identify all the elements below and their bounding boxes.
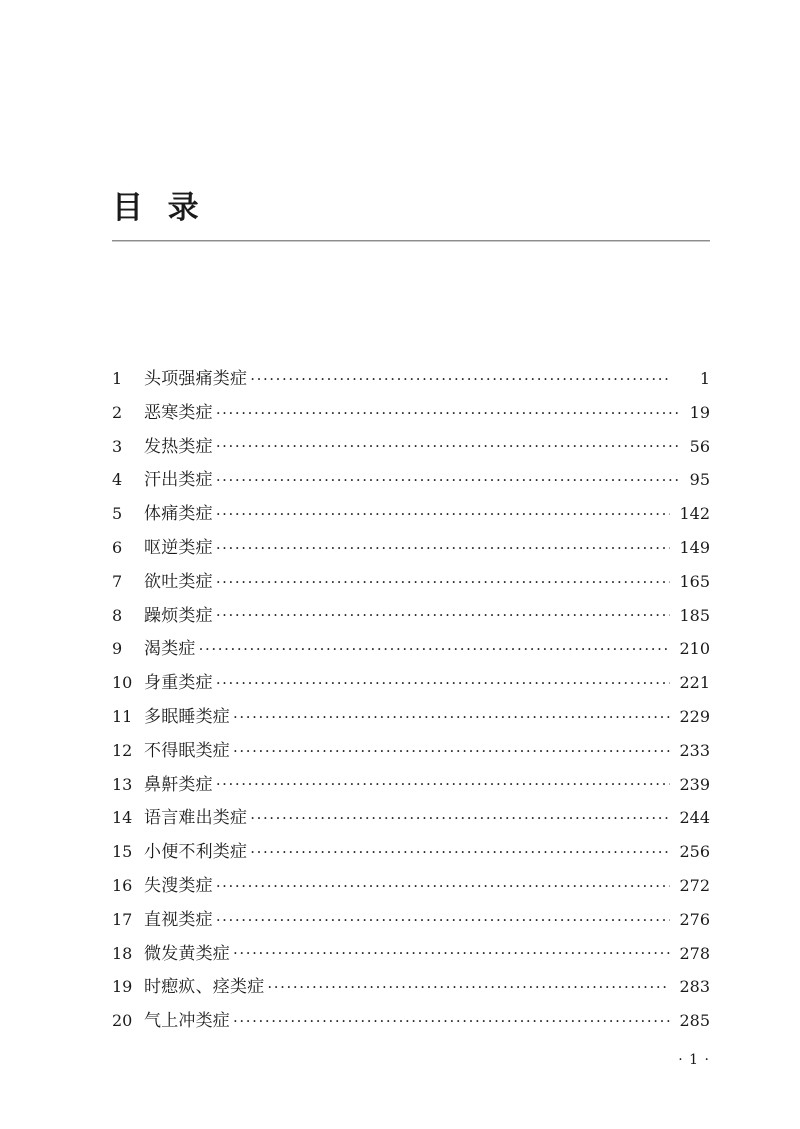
toc-entry-page-number: 95 <box>689 470 710 490</box>
toc-entry-number: 1 <box>112 369 123 388</box>
toc-leader-dots <box>216 774 671 794</box>
toc-entry-page-number: 233 <box>679 740 710 760</box>
toc-entry-title: 汗出类症 <box>144 470 213 491</box>
toc-entry-title: 发热类症 <box>144 436 213 457</box>
toc-entry-number: 8 <box>112 605 123 625</box>
toc-entry-page-number: 272 <box>679 875 710 895</box>
toc-entry-title: 欲吐类症 <box>144 571 213 592</box>
toc-leader-dots <box>233 943 670 963</box>
toc-entry-title: 鼻鼾类症 <box>144 774 213 795</box>
title-divider <box>112 240 710 242</box>
toc-entry-number: 5 <box>112 504 123 524</box>
toc-entry-number: 9 <box>112 639 123 659</box>
toc-entry-number: 4 <box>112 470 123 490</box>
toc-entry[interactable] <box>112 801 710 835</box>
toc-entry-page-number: 229 <box>679 706 710 726</box>
toc-entry-number: 6 <box>112 537 123 557</box>
toc-entry-page-number: 276 <box>679 909 710 929</box>
toc-entry-page-number: 278 <box>679 943 710 963</box>
toc-entry-number: 3 <box>112 436 123 456</box>
toc-entry-number: 10 <box>112 673 133 693</box>
toc-entry-page-number: 210 <box>679 639 710 659</box>
toc-leader-dots <box>250 842 670 862</box>
toc-entry-title: 渴类症 <box>144 639 196 660</box>
toc-entry-title: 时瘛疭、痉类症 <box>144 977 265 998</box>
toc-entry-title: 不得眠类症 <box>144 740 230 761</box>
toc-entry-page-number: 256 <box>679 842 710 862</box>
toc-entry-page-number: 1 <box>699 369 710 388</box>
toc-entry-title: 恶寒类症 <box>144 402 213 423</box>
toc-entry[interactable] <box>112 430 710 464</box>
page-number-footer: · 1 · <box>678 1052 710 1068</box>
toc-entry[interactable] <box>112 565 710 599</box>
toc-entry-number: 13 <box>112 774 133 794</box>
toc-entry[interactable] <box>112 362 710 396</box>
toc-entry-title: 多眠睡类症 <box>144 706 230 727</box>
toc-entry[interactable] <box>112 903 710 937</box>
toc-entry-page-number: 56 <box>689 436 710 456</box>
toc-leader-dots <box>199 639 671 659</box>
toc-entry-title: 直视类症 <box>144 909 213 930</box>
toc-leader-dots <box>216 876 671 896</box>
toc-leader-dots <box>216 572 671 592</box>
toc-entry-page-number: 149 <box>679 537 710 557</box>
toc-entry-title: 失溲类症 <box>144 875 213 896</box>
toc-leader-dots <box>216 538 671 558</box>
toc-entry[interactable] <box>112 768 710 802</box>
toc-leader-dots <box>233 741 670 761</box>
toc-entry[interactable] <box>112 700 710 734</box>
toc-leader-dots <box>250 808 670 828</box>
toc-entry-page-number: 221 <box>679 673 710 693</box>
toc-leader-dots <box>216 436 680 456</box>
toc-entry-number: 7 <box>112 571 123 591</box>
toc-entry-list <box>112 362 710 1038</box>
toc-entry-page-number: 244 <box>679 808 710 828</box>
toc-entry-title: 呕逆类症 <box>144 537 213 558</box>
toc-entry-page-number: 142 <box>679 504 710 524</box>
toc-leader-dots <box>267 977 670 997</box>
toc-leader-dots <box>216 504 671 524</box>
toc-entry-title: 小便不利类症 <box>144 842 248 863</box>
toc-entry[interactable] <box>112 937 710 971</box>
toc-leader-dots <box>216 470 680 490</box>
toc-entry-number: 14 <box>112 808 133 828</box>
toc-entry-page-number: 19 <box>689 402 710 422</box>
toc-entry-number: 17 <box>112 909 133 929</box>
toc-entry-title: 体痛类症 <box>144 504 213 525</box>
toc-entry[interactable] <box>112 970 710 1004</box>
toc-leader-dots <box>233 1011 670 1031</box>
toc-leader-dots <box>216 403 680 423</box>
toc-entry[interactable] <box>112 666 710 700</box>
toc-entry-number: 16 <box>112 875 133 895</box>
toc-entry-title: 躁烦类症 <box>144 605 213 626</box>
toc-entry-title: 语言难出类症 <box>144 808 248 829</box>
toc-leader-dots <box>250 369 671 389</box>
toc-entry-title: 身重类症 <box>144 673 213 694</box>
toc-entry-number: 12 <box>112 740 133 760</box>
toc-entry[interactable] <box>112 396 710 430</box>
toc-leader-dots <box>233 707 670 727</box>
toc-entry-page-number: 283 <box>679 977 710 997</box>
toc-entry-number: 2 <box>112 402 123 422</box>
toc-entry[interactable] <box>112 599 710 633</box>
toc-entry[interactable] <box>112 531 710 565</box>
toc-entry-title: 气上冲类症 <box>144 1011 230 1032</box>
toc-leader-dots <box>216 910 671 930</box>
toc-entry[interactable] <box>112 1004 710 1038</box>
toc-entry-page-number: 239 <box>679 774 710 794</box>
page-title: 目 录 <box>112 190 200 226</box>
toc-entry-number: 19 <box>112 977 133 997</box>
toc-entry-number: 18 <box>112 943 133 963</box>
toc-entry-page-number: 165 <box>679 571 710 591</box>
toc-entry[interactable] <box>112 632 710 666</box>
toc-entry-number: 20 <box>112 1011 133 1031</box>
toc-entry-number: 15 <box>112 842 133 862</box>
toc-entry[interactable] <box>112 734 710 768</box>
toc-entry-title: 微发黄类症 <box>144 943 230 964</box>
toc-entry[interactable] <box>112 463 710 497</box>
toc-entry-title: 头项强痛类症 <box>144 369 248 389</box>
toc-entry[interactable] <box>112 835 710 869</box>
toc-entry[interactable] <box>112 497 710 531</box>
toc-entry-number: 11 <box>112 706 133 726</box>
toc-leader-dots <box>216 605 671 625</box>
toc-entry-page-number: 285 <box>679 1011 710 1031</box>
toc-entry[interactable] <box>112 869 710 903</box>
toc-leader-dots <box>216 673 671 693</box>
toc-entry-page-number: 185 <box>679 605 710 625</box>
